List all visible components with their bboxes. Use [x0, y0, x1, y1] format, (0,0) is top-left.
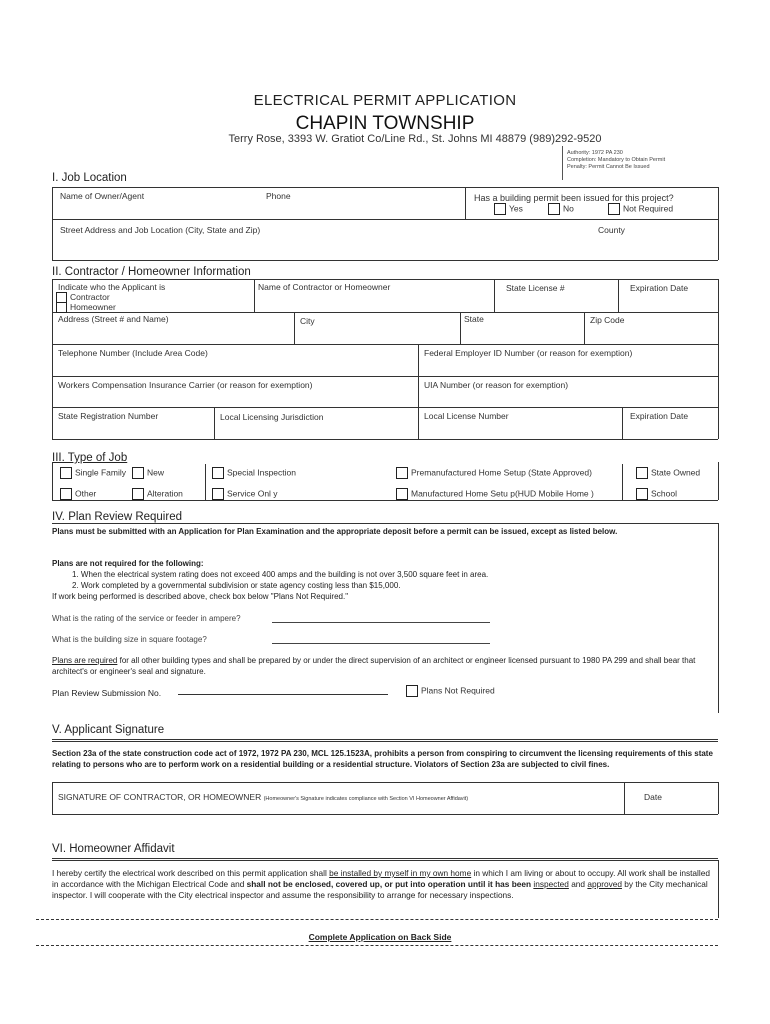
exemption-item-2: 2. Work completed by a governmental subdivision or state agency costing less than $15,000. — [72, 581, 401, 590]
if-work-note: If work being performed is described above, check box below "Plans Not Required." — [52, 592, 349, 601]
affidavit-not-enclosed: shall not be enclosed, covered up, or put into operation until it has been — [246, 879, 534, 889]
affidavit-approved: approved — [587, 879, 622, 889]
plans-not-required-option[interactable]: Plans Not Required — [406, 685, 495, 697]
state-owned-option[interactable]: State Owned — [636, 467, 700, 479]
address-label: Address (Street # and Name) — [58, 314, 169, 324]
homeowner-checkbox[interactable] — [56, 302, 67, 313]
uia-input[interactable] — [422, 391, 714, 405]
applicant-indicate-label: Indicate who the Applicant is — [58, 282, 166, 292]
section-contractor-heading: II. Contractor / Homeowner Information — [52, 266, 251, 278]
affidavit-and: and — [568, 879, 588, 889]
date-input[interactable] — [628, 802, 714, 812]
plan-submission-input[interactable] — [178, 684, 388, 695]
service-rating-input[interactable] — [272, 610, 490, 623]
fein-label: Federal Employer ID Number (or reason for exemption) — [424, 348, 633, 358]
affidavit-part-3: in which I am living or about to occupy. All work shall be installed in accordance with the Michigan Electrical Code and — [52, 868, 710, 889]
permit-not-required-checkbox[interactable] — [608, 203, 620, 215]
manufactured-home-option[interactable]: Manufactured Home Setu p(HUD Mobile Home ) — [396, 488, 594, 500]
affidavit-text — [52, 868, 716, 901]
contractor-option[interactable]: Contractor — [56, 292, 110, 303]
special-inspection-option[interactable]: Special Inspection — [212, 467, 296, 479]
plan-submission-label: Plan Review Submission No. — [52, 688, 162, 698]
authority-box — [562, 146, 717, 180]
plans-not-required-checkbox[interactable] — [406, 685, 418, 697]
permit-yes-checkbox[interactable] — [494, 203, 506, 215]
plans-required-rest: for all other building types and shall be prepared by or under the direct supervision of an architect or engineer licensed pursuant to 1980 PA 299 and shall bear that architect's or engineer's seal and signature. — [52, 656, 696, 676]
contractor-name-input[interactable] — [258, 293, 488, 309]
service-only-option[interactable]: Service Onl y — [212, 488, 278, 500]
zip-code-label: Zip Code — [590, 315, 625, 325]
building-size-input[interactable] — [272, 631, 490, 644]
completion-line: Completion: Mandatory to Obtain Permit — [567, 157, 666, 163]
telephone-label: Telephone Number (Include Area Code) — [58, 348, 208, 358]
state-registration-input[interactable] — [58, 422, 208, 436]
school-checkbox[interactable] — [636, 488, 648, 500]
section-affidavit-heading: VI. Homeowner Affidavit — [52, 843, 175, 855]
signature-input[interactable] — [58, 802, 618, 812]
expiration-date-label: Expiration Date — [630, 283, 689, 293]
expiration-date-2-input[interactable] — [626, 422, 714, 436]
city-label: City — [300, 316, 315, 326]
state-input[interactable] — [464, 325, 580, 341]
affidavit-own-home: be installed by myself in my own home — [329, 868, 472, 878]
workers-comp-input[interactable] — [58, 391, 412, 405]
section-job-location-heading: I. Job Location — [52, 172, 127, 184]
permit-no-option[interactable]: No — [548, 203, 574, 215]
exemption-item-1: 1. When the electrical system rating does not exceed 400 amps and the building is not over 3,500 square feet in area. — [72, 570, 489, 579]
signature-label — [58, 792, 468, 802]
signature-label-text: SIGNATURE OF CONTRACTOR, OR HOMEOWNER — [58, 792, 262, 802]
expiration-date-2-label: Expiration Date — [630, 411, 689, 421]
section-signature-heading: V. Applicant Signature — [52, 724, 165, 736]
street-address-input[interactable] — [58, 237, 578, 257]
service-only-checkbox[interactable] — [212, 488, 224, 500]
special-inspection-checkbox[interactable] — [212, 467, 224, 479]
school-option[interactable]: School — [636, 488, 677, 500]
county-input[interactable] — [596, 237, 714, 257]
homeowner-option[interactable]: Homeowner — [56, 302, 116, 313]
premanufactured-home-checkbox[interactable] — [396, 467, 408, 479]
signature-note: (Homeowner's Signature indicates compliance with Section VI Homeowner Affidavit) — [263, 796, 469, 802]
section-type-of-job-heading: III. Type of Job — [52, 452, 128, 464]
plans-not-required-heading: Plans are not required for the following: — [52, 559, 204, 568]
penalty-line: Penalty: Permit Cannot Be Issued — [567, 164, 650, 170]
street-address-label: Street Address and Job Location (City, State and Zip) — [60, 225, 261, 235]
owner-agent-label: Name of Owner/Agent — [60, 191, 145, 201]
plan-review-intro: Plans must be submitted with an Application for Plan Examination and the appropriate deposit before a permit can be issued, except as listed below. — [52, 527, 618, 536]
permit-yes-option[interactable]: Yes — [494, 203, 523, 215]
permit-question: Has a building permit been issued for this project? — [474, 193, 674, 203]
township-address: Terry Rose, 3393 W. Gratiot Co/Line Rd., St. Johns MI 48879 (989)292-9520 — [228, 133, 602, 145]
local-license-label: Local License Number — [424, 411, 509, 421]
state-label: State — [464, 314, 484, 324]
expiration-date-input[interactable] — [622, 294, 714, 309]
permit-no-checkbox[interactable] — [548, 203, 560, 215]
uia-label: UIA Number (or reason for exemption) — [424, 380, 569, 390]
affidavit-part-8: by the City mechanical inspector. I will cooperate with the City electrical inspector and assume the responsibility to arrange for necessary inspections. — [52, 879, 708, 900]
single-family-checkbox[interactable] — [60, 467, 72, 479]
plans-required-text — [52, 655, 702, 677]
section-plan-review-heading: IV. Plan Review Required — [52, 511, 182, 523]
local-jurisdiction-label: Local Licensing Jurisdiction — [220, 412, 324, 422]
plans-required-lead: Plans are required — [52, 656, 118, 665]
alteration-checkbox[interactable] — [132, 488, 144, 500]
footer-note: Complete Application on Back Side — [308, 932, 452, 942]
authority-line: Authority: 1972 PA 230 — [567, 150, 623, 156]
permit-not-required-option[interactable]: Not Required — [608, 203, 673, 215]
date-label: Date — [644, 792, 662, 802]
section-23a-text: Section 23a of the state construction code act of 1972, 1972 PA 230, MCL 125.1523A, prohibits a person from conspiring to circumvent the licensing requirements of this state relating to persons who are to perform work on a residential building or a residential structure. Violators of Section 23a are subjected to civil fines. — [52, 749, 713, 769]
local-license-input[interactable] — [422, 422, 618, 436]
new-checkbox[interactable] — [132, 467, 144, 479]
address-input[interactable] — [58, 325, 288, 341]
workers-comp-label: Workers Compensation Insurance Carrier (or reason for exemption) — [58, 380, 313, 390]
fein-input[interactable] — [422, 359, 714, 374]
local-jurisdiction-input[interactable] — [218, 423, 412, 437]
phone-label: Phone — [266, 191, 291, 201]
premanufactured-home-option[interactable]: Premanufactured Home Setup (State Approved) — [396, 467, 592, 479]
state-license-label: State License # — [506, 283, 565, 293]
contractor-name-label: Name of Contractor or Homeowner — [258, 282, 391, 292]
service-rating-question: What is the rating of the service or feeder in ampere? — [52, 614, 241, 623]
zip-code-input[interactable] — [588, 326, 714, 341]
state-owned-checkbox[interactable] — [636, 467, 648, 479]
other-checkbox[interactable] — [60, 488, 72, 500]
form-title: ELECTRICAL PERMIT APPLICATION — [253, 92, 517, 109]
manufactured-home-checkbox[interactable] — [396, 488, 408, 500]
affidavit-part-1: I hereby certify the electrical work described on this permit application shall — [52, 868, 330, 878]
county-label: County — [598, 225, 625, 235]
state-license-input[interactable] — [498, 294, 614, 309]
new-option[interactable]: New — [132, 467, 164, 479]
alteration-option[interactable]: Alteration — [132, 488, 183, 500]
affidavit-inspected: inspected — [533, 879, 569, 889]
telephone-input[interactable] — [58, 359, 412, 374]
building-size-question: What is the building size in square footage? — [52, 635, 207, 644]
state-registration-label: State Registration Number — [58, 411, 159, 421]
other-option[interactable]: Other — [60, 488, 96, 500]
owner-agent-input[interactable] — [58, 202, 258, 217]
phone-input[interactable] — [266, 202, 456, 217]
township-name: CHAPIN TOWNSHIP — [295, 113, 475, 134]
city-input[interactable] — [298, 327, 456, 341]
single-family-option[interactable]: Single Family — [60, 467, 126, 479]
